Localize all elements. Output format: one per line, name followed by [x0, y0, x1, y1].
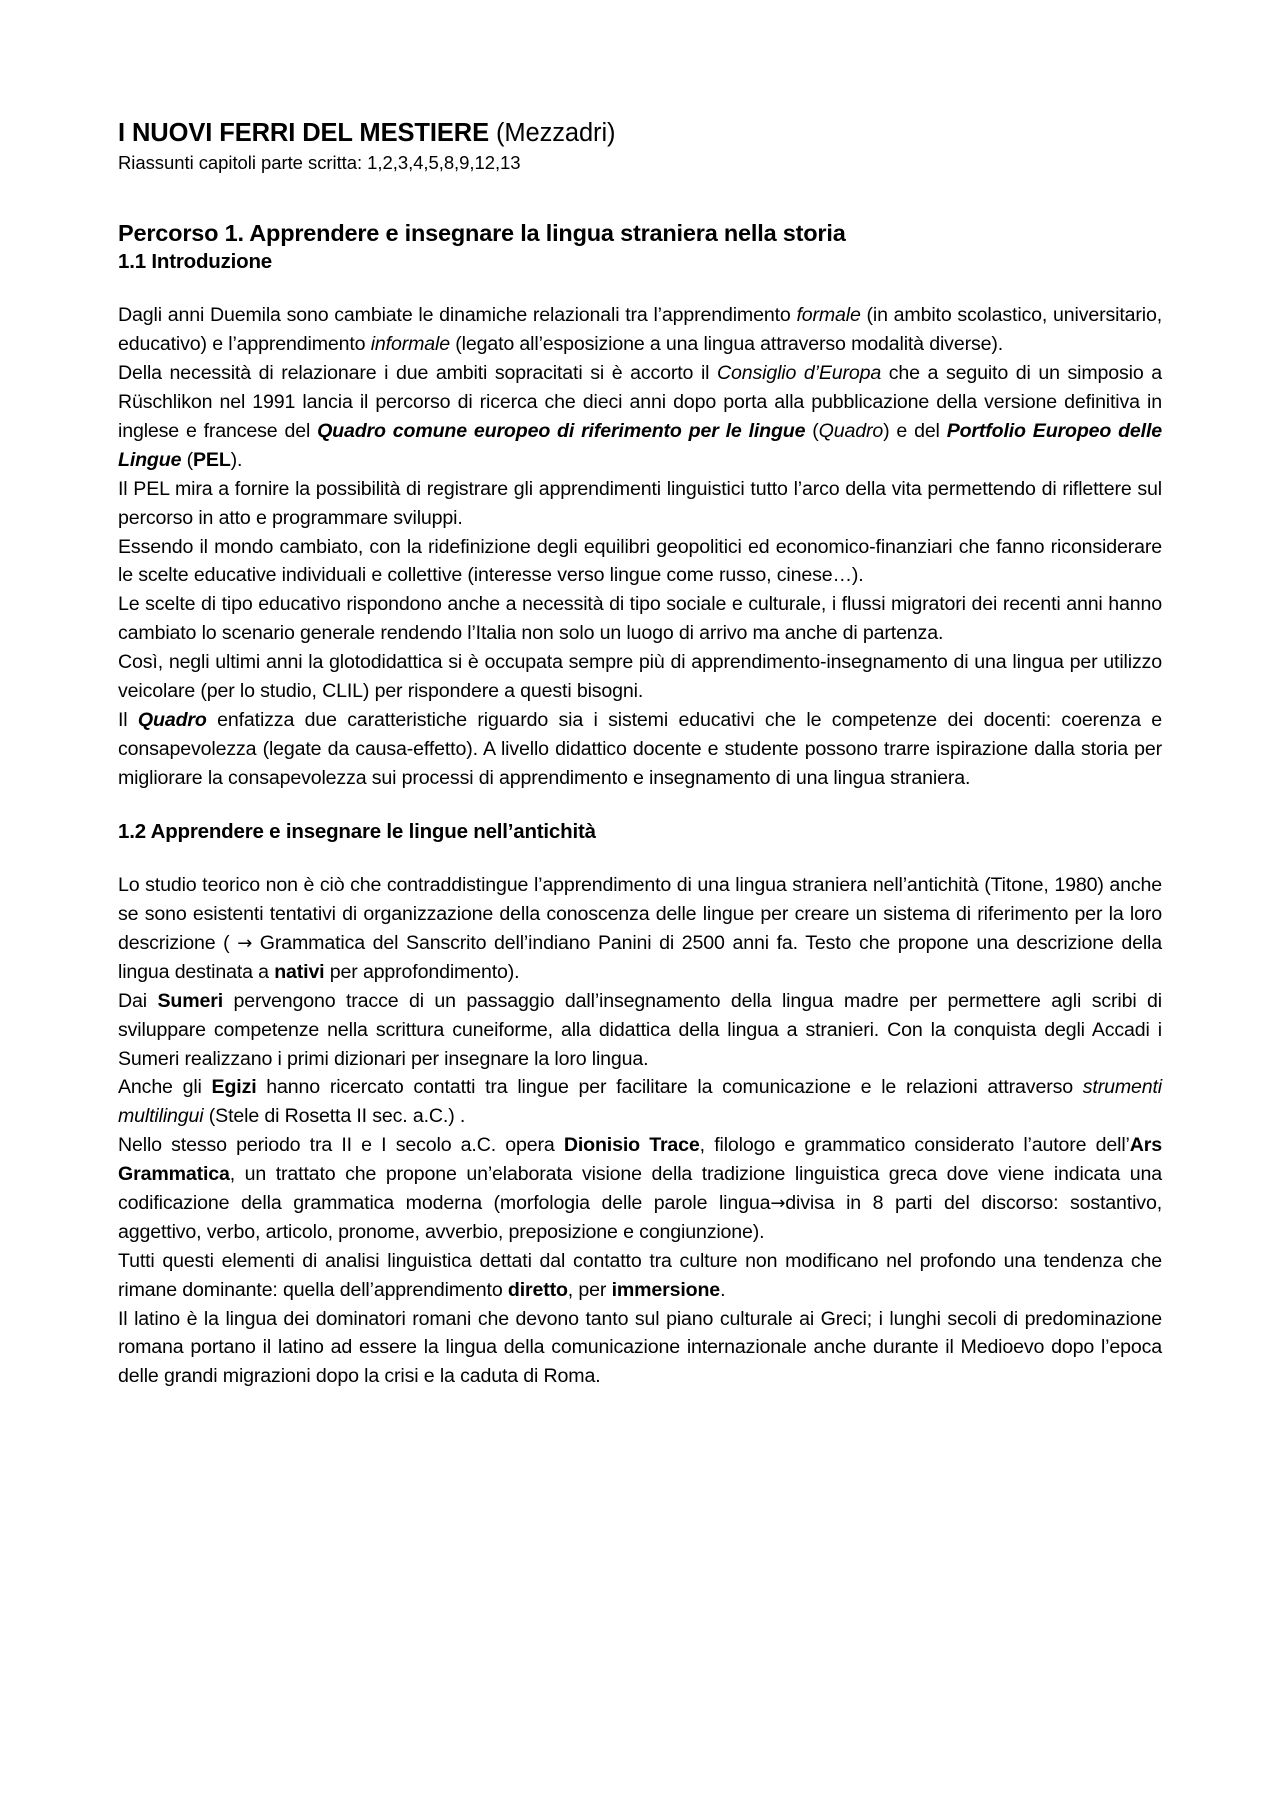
text-run: ).	[230, 448, 243, 471]
text-run-bold-italic: Quadro comune europeo di riferimento per le lingue	[317, 419, 806, 442]
subsection-1-1-body	[118, 301, 1162, 792]
text-run: , per	[567, 1278, 612, 1301]
spacer	[118, 845, 1162, 871]
text-run: (legato all’esposizione a una lingua attraverso modalità diverse).	[449, 333, 1004, 356]
spacer	[118, 275, 1162, 301]
subsection-1-2-body	[118, 871, 1162, 1391]
text-run: Il	[118, 708, 138, 731]
text-run-bold-italic: Portfolio Europeo delle Lingue	[118, 419, 1163, 471]
text-run: (Stele di Rosetta II sec. a.C.) .	[203, 1105, 466, 1128]
text-run: hanno ricercato contatti tra lingue per facilitare la comunicazione e le relazioni attraverso	[256, 1076, 1083, 1099]
document-title	[118, 118, 1162, 149]
text-run-bold: Ars Grammatica	[118, 1134, 1162, 1186]
text-run: (	[805, 419, 819, 442]
text-run: Lo studio teorico non è ciò che contraddistingue l’apprendimento di una lingua straniera nell’antichità (Titone, 1980) anche se sono esistenti tentativi di organizzazione della conoscenza delle lingue per creare un sistema di riferimento per la loro descrizione (	[118, 874, 1162, 954]
text-run: Dai	[118, 989, 158, 1012]
paragraph	[118, 359, 1162, 475]
text-run-bold: diretto	[507, 1278, 568, 1301]
paragraph	[118, 987, 1162, 1074]
spacer	[118, 793, 1162, 819]
text-run: (	[181, 448, 193, 471]
paragraph: Il latino è la lingua dei dominatori romani che devono tanto sul piano culturale ai Greci; i lunghi secoli di predominazione romana portano il latino ad essere la lingua della comunicazione internazionale anche durante il Medioevo dopo l’epoca delle grandi migrazioni dopo la crisi e la caduta di Roma.	[118, 1307, 1162, 1388]
text-run: Grammatica del Sanscrito dell’indiano Panini di 2500 anni fa. Testo che propone una descrizione della lingua destinata a	[118, 931, 1163, 983]
spacer	[118, 174, 1162, 218]
text-run: Dagli anni Duemila sono cambiate le dinamiche relazionali tra l’apprendimento	[118, 304, 797, 327]
document-title-bold: I NUOVI FERRI DEL MESTIERE	[118, 119, 489, 147]
text-run: .	[720, 1278, 726, 1301]
arrow-right-icon: →	[770, 1193, 786, 1214]
text-run-bold: nativi	[274, 960, 325, 983]
paragraph: Le scelte di tipo educativo rispondono anche a necessità di tipo sociale e culturale, i flussi migratori dei recenti anni hanno cambiato lo scenario generale rendendo l’Italia non solo un luogo di arrivo ma anche di partenza.	[118, 593, 1162, 645]
text-run-italic: Quadro	[818, 419, 884, 442]
section-1-heading: Percorso 1. Apprendere e insegnare la lingua straniera nella storia	[118, 220, 846, 247]
text-run: enfatizza due caratteristiche riguardo sia i sistemi educativi che le competenze dei docenti: coerenza e consapevolezza (legate da causa-effetto). A livello didattico docente e studente possono trarre ispirazione dalla storia per migliorare la consapevolezza sui processi di apprendimento e insegnamento di una lingua straniera.	[118, 708, 1162, 789]
text-run-bold: PEL	[193, 448, 231, 471]
arrow-right-icon: →	[237, 932, 253, 954]
paragraph	[118, 1247, 1162, 1305]
text-run-bold: Sumeri	[157, 989, 223, 1012]
text-run: (in ambito scolastico, universitario, educativo) e l’apprendimento	[118, 304, 1162, 356]
text-run-italic: strumenti multilingui	[118, 1076, 1162, 1128]
text-run: Nello stesso periodo tra II e I secolo a.C. opera	[118, 1134, 564, 1157]
document-header	[118, 118, 1162, 174]
paragraph	[118, 871, 1162, 987]
paragraph: Così, negli ultimi anni la glotodidattica si è occupata sempre più di apprendimento-insegnamento di una lingua per utilizzo veicolare (per lo studio, CLIL) per rispondere a questi bisogni.	[118, 651, 1162, 702]
text-run: Anche gli	[118, 1076, 212, 1099]
text-run-bold: immersione	[611, 1278, 721, 1301]
text-run: per approfondimento).	[324, 960, 520, 983]
text-run-italic: informale	[370, 333, 450, 356]
subsection-1-2-heading: 1.2 Apprendere e insegnare le lingue nell’antichità	[118, 819, 596, 843]
paragraph: Il PEL mira a fornire la possibilità di registrare gli apprendimenti linguistici tutto l’arco della vita permettendo di riflettere sul percorso in atto e programmare sviluppi.	[118, 477, 1162, 529]
text-run: ) e del	[883, 419, 947, 442]
text-run: che a seguito di un simposio a Rüschlikon nel 1991 lancia il percorso di ricerca che dieci anni dopo porta alla pubblicazione della versione definitiva in inglese e francese del	[118, 362, 1162, 442]
text-run: pervengono tracce di un passaggio dall’insegnamento della lingua madre per permettere agli scribi di sviluppare competenze nella scrittura cuneiforme, alla didattica della lingua a stranieri. Con la conquista degli Accadi i Sumeri realizzano i primi dizionari per insegnare la loro lingua.	[118, 989, 1162, 1070]
document-subtitle: Riassunti capitoli parte scritta: 1,2,3,4,5,8,9,12,13	[118, 152, 521, 174]
text-run-bold: Egizi	[211, 1076, 257, 1099]
text-run-bold: Dionisio Trace	[563, 1134, 700, 1157]
paragraph	[118, 1131, 1162, 1247]
paragraph	[118, 706, 1162, 793]
text-run-italic: formale	[796, 304, 861, 327]
text-run: , filologo e grammatico considerato l’autore dell’	[699, 1134, 1130, 1157]
document-title-author: (Mezzadri)	[488, 119, 616, 147]
paragraph	[118, 1073, 1162, 1131]
text-run: , un trattato che propone un’elaborata visione della tradizione linguistica greca dove viene indicata una codificazione della grammatica moderna (morfologia delle parole lingua	[118, 1163, 1162, 1214]
text-run-italic: Consiglio d’Europa	[717, 362, 882, 385]
subsection-1-1-heading: 1.1 Introduzione	[118, 249, 272, 273]
paragraph: Essendo il mondo cambiato, con la ridefinizione degli equilibri geopolitici ed economico-finanziari che fanno riconsiderare le scelte educative individuali e collettive (interesse verso lingue come russo, cinese…).	[118, 535, 1162, 587]
paragraph	[118, 301, 1162, 359]
text-run: Della necessità di relazionare i due ambiti sopracitati si è accorto il	[118, 362, 717, 385]
text-run: Tutti questi elementi di analisi linguistica dettati dal contatto tra culture non modificano nel profondo una tendenza che rimane dominante: quella dell’apprendimento	[118, 1249, 1162, 1301]
text-run-bold-italic: Quadro	[137, 708, 207, 731]
text-run: divisa in 8 parti del discorso: sostantivo, aggettivo, verbo, articolo, pronome, avverbio, preposizione e congiunzione).	[118, 1192, 1162, 1243]
